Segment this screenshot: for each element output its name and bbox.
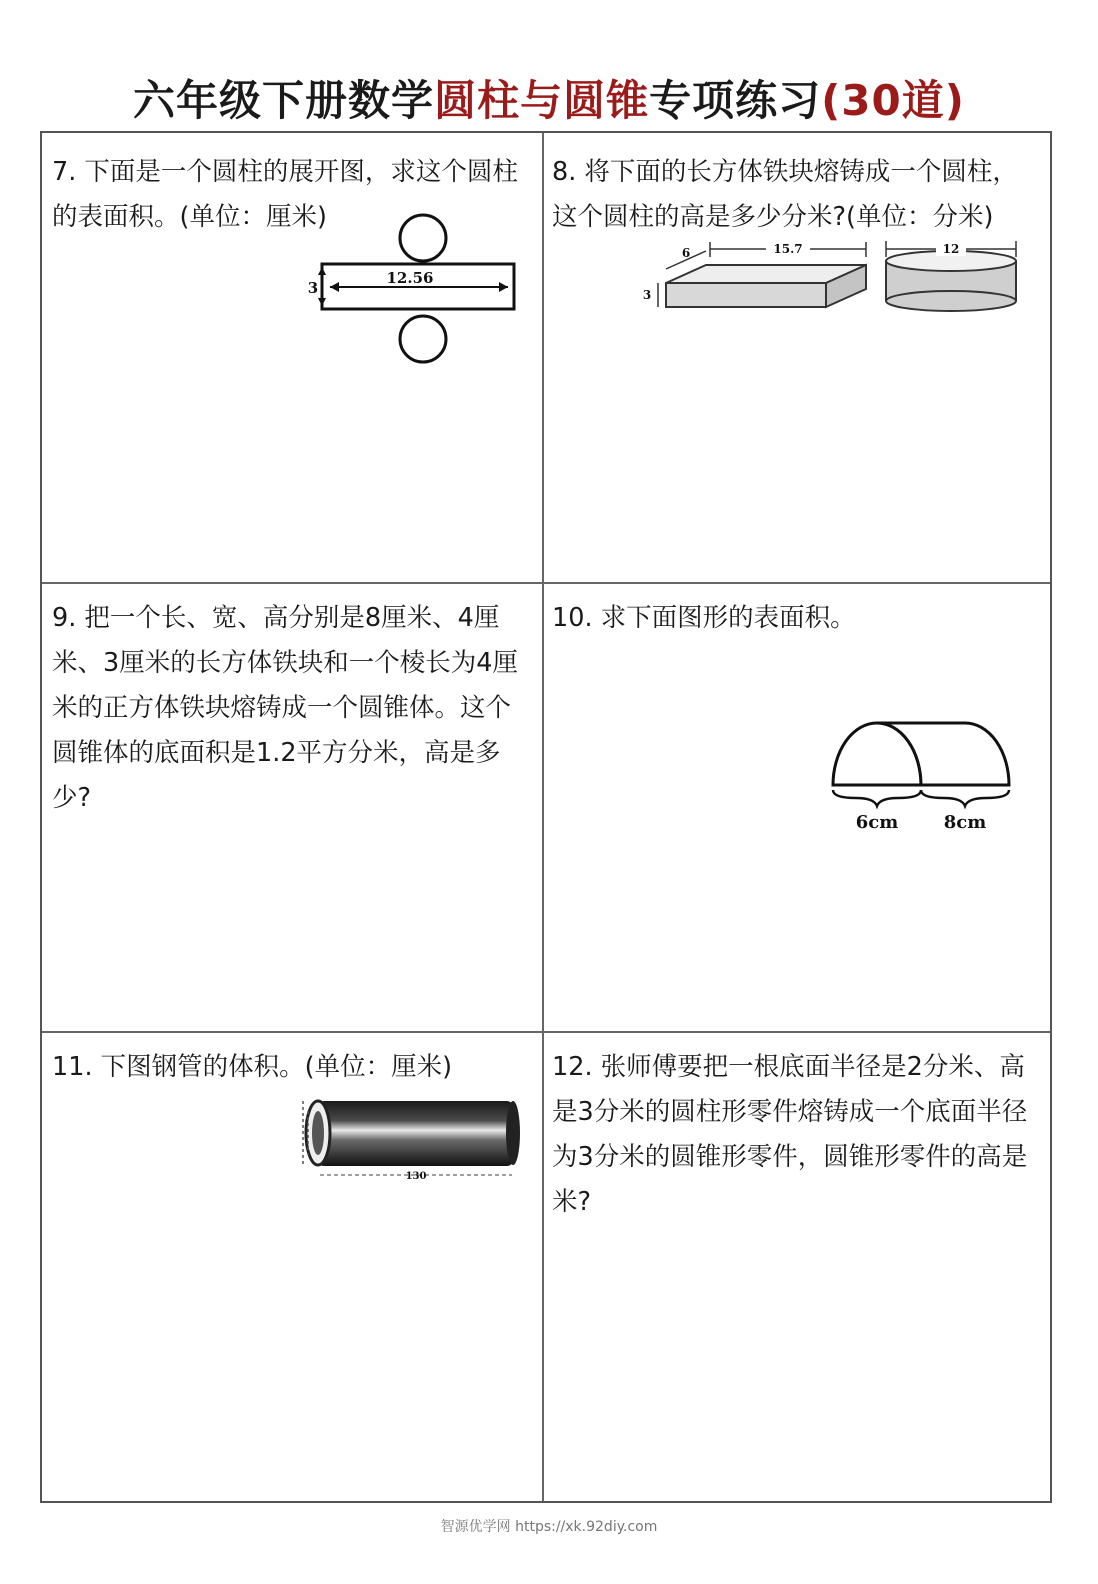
title-part-1: 六年级下册数学 (133, 76, 435, 125)
question-12-text: 12. 张师傅要把一根底面半径是2分米、高是3分米的圆柱形零件熔铸成一个底面半径为3分米的圆锥形零件，圆锥形零件的高是米? (552, 1052, 1028, 1217)
q8-diameter-label: 12 (942, 242, 960, 256)
page-title (0, 68, 1098, 128)
question-11-text: 11. 下图钢管的体积。(单位：厘米) (52, 1052, 453, 1082)
q10-length-label: 8cm (943, 812, 987, 833)
q8-height-label: 3 (642, 288, 652, 302)
question-9-text: 9. 把一个长、宽、高分别是8厘米、4厘米、3厘米的长方体铁块和一个棱长为4厘米的正方体铁块熔铸成一个圆锥体。这个圆锥体的底面积是1.2平方分米，高是多少? (52, 603, 518, 813)
title-part-2: 圆柱与圆锥 (434, 76, 650, 125)
question-11-cell (42, 1033, 542, 1503)
question-9-cell (42, 584, 542, 1031)
question-7-text: 7. 下面是一个圆柱的展开图，求这个圆柱的表面积。(单位：厘米) (52, 157, 518, 232)
title-part-3: 专项练习 (649, 76, 822, 125)
q7-height-label: 3 (307, 279, 319, 297)
question-7-cell (42, 133, 542, 582)
question-10-figure (826, 718, 1026, 838)
title-part-4: (30道) (821, 76, 965, 125)
q11-length-label: 130 (405, 1171, 427, 1182)
question-grid (40, 131, 1052, 1503)
q10-diameter-label: 6cm (855, 812, 899, 833)
question-12-cell (544, 1033, 1052, 1503)
q8-length-label: 15.7 (773, 242, 803, 256)
question-7-figure (307, 211, 520, 371)
footer-watermark: 智源优学网 https://xk.92diy.com (440, 1519, 658, 1535)
q8-width-label: 6 (681, 246, 691, 260)
question-8-figure (636, 235, 1036, 313)
question-8-cell (544, 133, 1052, 582)
question-11-figure (294, 1093, 524, 1188)
question-8-text: 8. 将下面的长方体铁块熔铸成一个圆柱，这个圆柱的高是多少分米?(单位：分米) (552, 157, 1018, 232)
q7-length-label: 12.56 (386, 269, 434, 287)
question-10-cell (544, 584, 1052, 1031)
question-10-text: 10. 求下面图形的表面积。 (552, 603, 856, 633)
